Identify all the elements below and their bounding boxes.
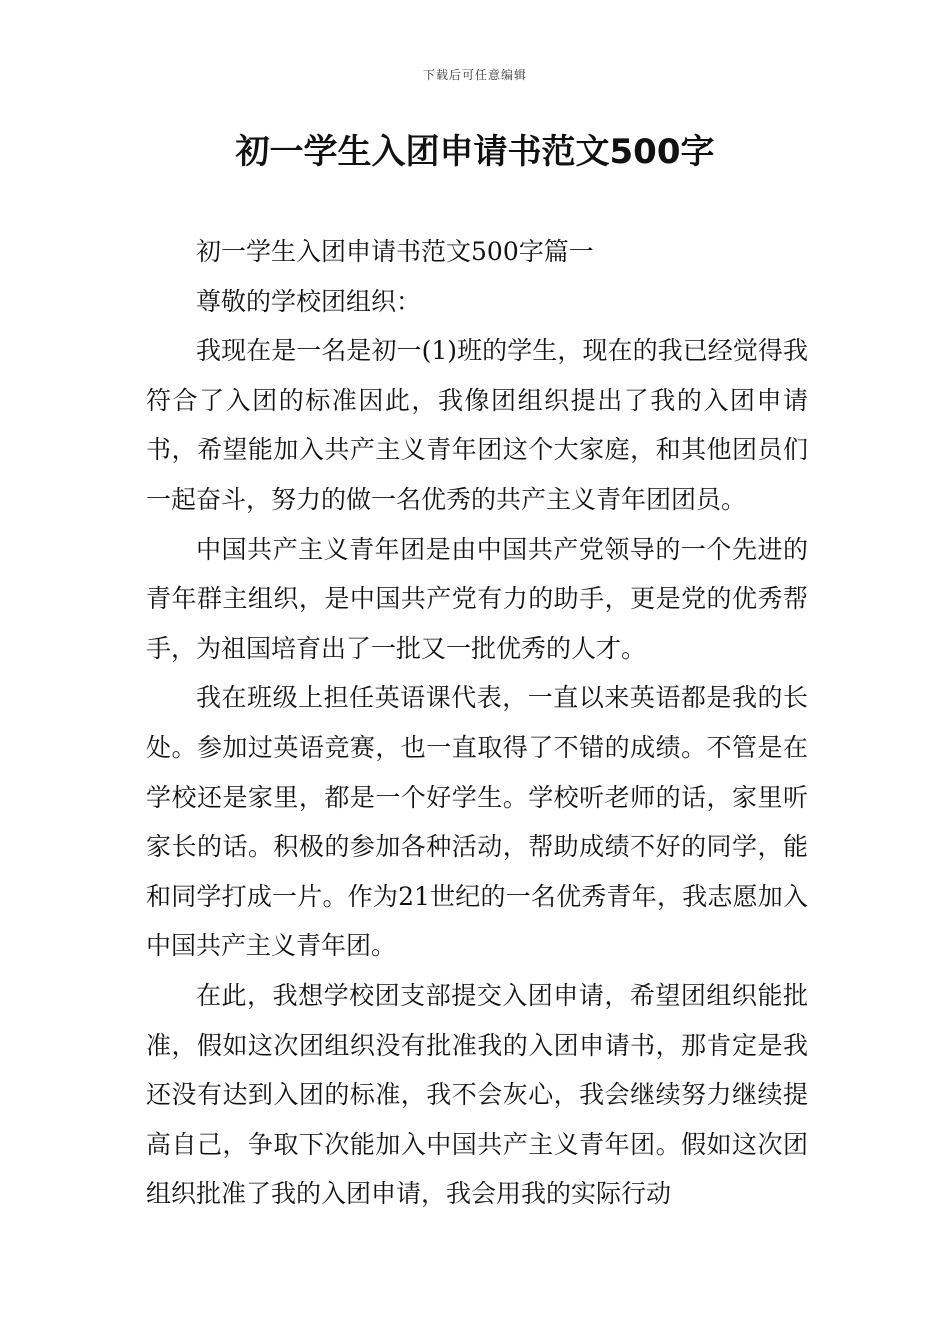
salutation: 尊敬的学校团组织： bbox=[196, 286, 422, 316]
document-title: 初一学生入团申请书范文500字 bbox=[235, 132, 715, 172]
body-paragraph: 我现在是一名是初一(1)班的学生，现在的我已经觉得我符合了入团的标准因此，我像团组织提出了我的入团申请书，希望能加入共产主义青年团这个大家庭，和其他团员们一起奋斗，努力的做一名优秀的共产主义青年团团员。 bbox=[146, 336, 808, 514]
header-note: 下载后可任意编辑 bbox=[422, 68, 527, 82]
document-body bbox=[146, 227, 808, 1219]
body-paragraph: 中国共产主义青年团是由中国共产党领导的一个先进的青年群主组织，是中国共产党有力的助手，更是党的优秀帮手，为祖国培育出了一批又一批优秀的人才。 bbox=[146, 534, 808, 663]
body-paragraph: 在此，我想学校团支部提交入团申请，希望团组织能批准，假如这次团组织没有批准我的入团申请书，那肯定是我还没有达到入团的标准，我不会灰心，我会继续努力继续提高自己，争取下次能加入中国共产主义青年团。假如这次团组织批准了我的入团申请，我会用我的实际行动 bbox=[146, 980, 808, 1209]
section-heading: 初一学生入团申请书范文500字篇一 bbox=[196, 237, 594, 266]
body-paragraph: 我在班级上担任英语课代表，一直以来英语都是我的长处。参加过英语竞赛，也一直取得了不错的成绩。不管是在学校还是家里，都是一个好学生。学校听老师的话，家里听家长的话。积极的参加各种活动，帮助成绩不好的同学，能和同学打成一片。作为21世纪的一名优秀青年，我志愿加入中国共产主义青年团。 bbox=[146, 683, 808, 961]
